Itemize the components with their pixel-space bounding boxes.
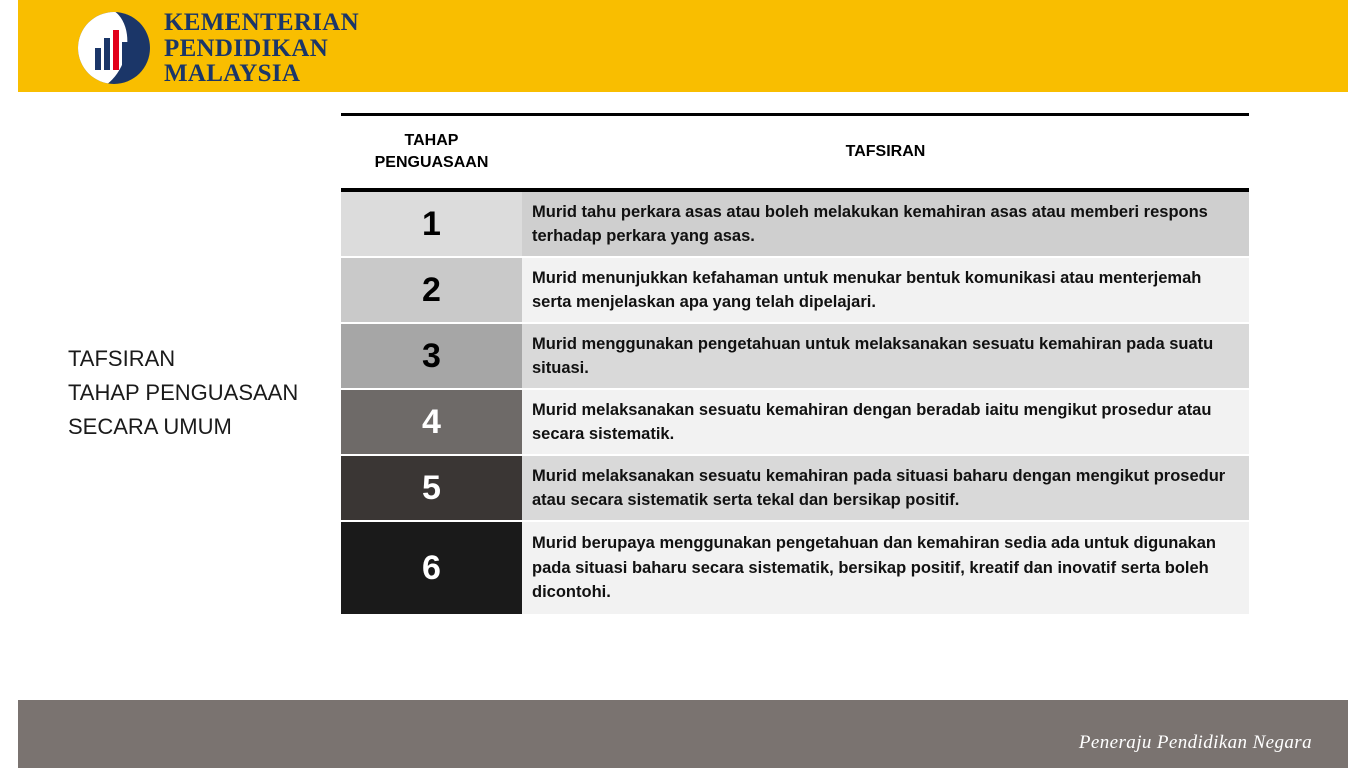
cell-description: Murid tahu perkara asas atau boleh melakukan kemahiran asas atau memberi respons terhadap perkara yang asas. <box>522 192 1249 256</box>
cell-level: 1 <box>341 192 522 256</box>
table-row <box>341 390 1249 454</box>
logo-line-2: PENDIDIKAN <box>164 34 329 62</box>
emblem-bars-icon <box>95 28 137 70</box>
slide-caption <box>68 342 328 444</box>
cell-description: Murid melaksanakan sesuatu kemahiran pada situasi baharu dengan mengikut prosedur atau secara sistematik serta tekal dan bersikap positif. <box>522 456 1249 520</box>
header-level-line-1: TAHAP <box>404 132 459 150</box>
caption-line-3: SECARA UMUM <box>68 413 232 439</box>
table-body <box>341 192 1249 614</box>
table-row <box>341 522 1249 614</box>
table-row <box>341 456 1249 520</box>
cell-description: Murid berupaya menggunakan pengetahuan dan kemahiran sedia ada untuk digunakan pada situasi baharu secara sistematik, bersikap positif, kreatif dan inovatif serta boleh dicontohi. <box>522 522 1249 614</box>
table-row <box>341 258 1249 322</box>
header-band <box>18 0 1348 92</box>
header-level-line-2: PENGUASAAN <box>374 154 489 171</box>
cell-description: Murid menunjukkan kefahaman untuk menukar bentuk komunikasi atau menterjemah serta menjelaskan apa yang telah dipelajari. <box>522 258 1249 322</box>
header-cell-level <box>341 116 522 188</box>
table-row <box>341 324 1249 388</box>
ministry-emblem-icon <box>78 12 150 84</box>
mastery-level-table <box>341 113 1249 616</box>
caption-line-1: TAFSIRAN <box>68 346 176 371</box>
footer-tagline: Peneraju Pendidikan Negara <box>1078 732 1312 753</box>
caption-line-2: TAHAP PENGUASAAN <box>68 379 299 405</box>
cell-level: 3 <box>341 324 522 388</box>
cell-level: 4 <box>341 390 522 454</box>
cell-description: Murid menggunakan pengetahuan untuk melaksanakan sesuatu kemahiran pada suatu situasi. <box>522 324 1249 388</box>
ministry-logo <box>78 10 359 87</box>
table-row <box>341 192 1249 256</box>
cell-level: 5 <box>341 456 522 520</box>
table-header-row <box>341 116 1249 188</box>
cell-level: 6 <box>341 522 522 614</box>
logo-line-3: MALAYSIA <box>164 60 301 87</box>
footer-band <box>18 700 1348 768</box>
cell-description: Murid melaksanakan sesuatu kemahiran dengan beradab iaitu mengikut prosedur atau secara sistematik. <box>522 390 1249 454</box>
logo-line-1: KEMENTERIAN <box>164 9 359 36</box>
ministry-logo-text <box>164 10 359 87</box>
header-cell-description: TAFSIRAN <box>845 143 926 160</box>
cell-level: 2 <box>341 258 522 322</box>
